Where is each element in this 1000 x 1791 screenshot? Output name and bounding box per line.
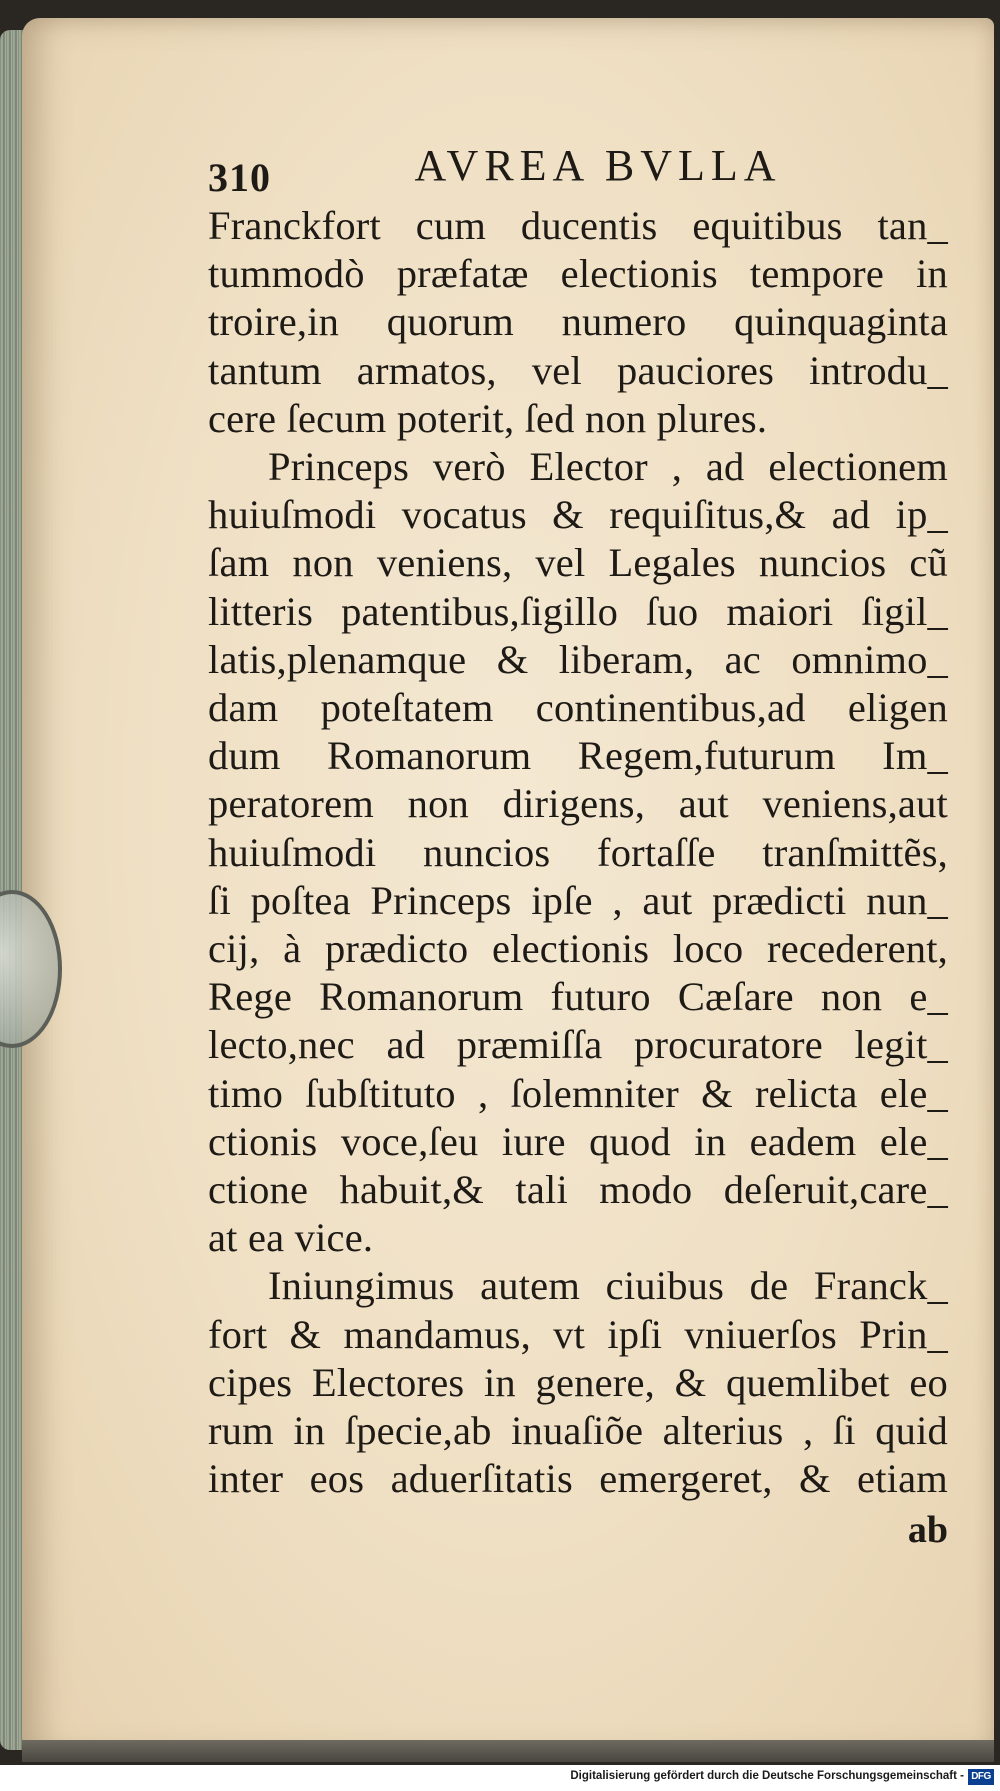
text-line: ſi poſtea Princeps ipſe , aut prædicti nun_ bbox=[208, 877, 948, 923]
text-line: lecto,nec ad præmiſſa procuratore legit_ bbox=[208, 1022, 948, 1068]
text-line: tummodò præfatæ electionis tempore in bbox=[208, 251, 948, 297]
text-line: Iniungimus autem ciuibus de Franck_ bbox=[268, 1263, 948, 1309]
text-line: Princeps verò Elector , ad electionem bbox=[268, 444, 948, 490]
text-line: timo ſubſtituto , ſolemniter & relicta ele_ bbox=[208, 1070, 948, 1116]
page-bottom-edge bbox=[22, 1740, 994, 1762]
text-line: cipes Electores in genere, & quemlibet eo bbox=[208, 1359, 948, 1405]
page-number: 310 bbox=[208, 155, 271, 200]
digitization-footer bbox=[0, 1766, 1000, 1791]
page-header bbox=[208, 140, 948, 202]
text-line: ctione habuit,& tali modo deſeruit,care_ bbox=[208, 1167, 948, 1213]
text-line: latis,plenamque & liberam, ac omnimo_ bbox=[208, 636, 948, 682]
text-line: huiuſmodi vocatus & requiſitus,& ad ip_ bbox=[208, 492, 948, 538]
text-line: Franckfort cum ducentis equitibus tan_ bbox=[208, 203, 948, 248]
text-line: rum in ſpecie,ab inuaſiõe alterius , ſi quid bbox=[208, 1408, 948, 1454]
running-head: AVREA BVLLA bbox=[414, 141, 782, 190]
catchword: ab bbox=[907, 1509, 948, 1551]
text-line: fort & mandamus, vt ipſi vniuerſos Prin_ bbox=[208, 1311, 948, 1357]
body-text bbox=[208, 202, 948, 1503]
text-line: Rege Romanorum futuro Cæſare non e_ bbox=[208, 974, 948, 1020]
text-line: dum Romanorum Regem,futurum Im_ bbox=[208, 733, 948, 779]
text-line: huiuſmodi nuncios fortaſſe tranſmittẽs, bbox=[208, 829, 948, 875]
text-line: cij, à prædicto electionis loco recederent, bbox=[208, 926, 948, 972]
text-line: inter eos aduerſitatis emergeret, & etiam bbox=[208, 1456, 948, 1502]
funding-credit: Digitalisierung gefördert durch die Deutsche Forschungsgemeinschaft - bbox=[570, 1770, 964, 1782]
dfg-logo-icon: DFG bbox=[968, 1769, 994, 1785]
text-line: cere ſecum poterit, ſed non plures. bbox=[208, 395, 768, 441]
text-line: litteris patentibus,ſigillo ſuo maiori ſigil_ bbox=[208, 588, 948, 634]
text-line: at ea vice. bbox=[208, 1215, 374, 1261]
text-line: troire,in quorum numero quinquaginta bbox=[208, 299, 948, 345]
text-line: ctionis voce,ſeu iure quod in eadem ele_ bbox=[208, 1118, 948, 1164]
text-line: peratorem non dirigens, aut veniens,aut bbox=[208, 781, 948, 827]
text-line: ſam non veniens, vel Legales nuncios cũ bbox=[208, 540, 948, 586]
text-line: tantum armatos, vel pauciores introdu_ bbox=[208, 347, 948, 393]
text-line: dam poteſtatem continentibus,ad eligen bbox=[208, 685, 948, 731]
page-text-block bbox=[208, 140, 948, 1551]
